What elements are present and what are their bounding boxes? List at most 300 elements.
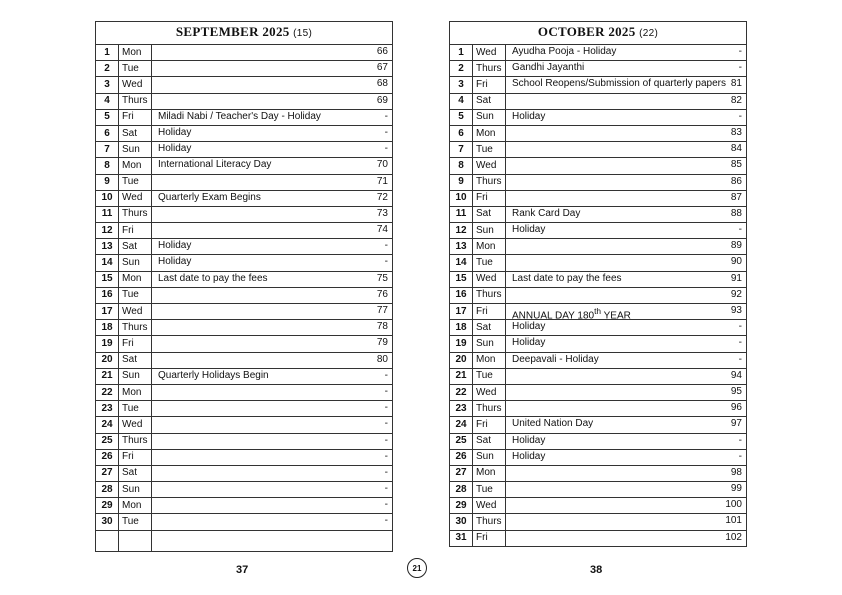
table-row — [96, 320, 393, 336]
weekday: Fri — [473, 417, 506, 433]
working-day-count: 77 — [376, 305, 388, 316]
page-number-left: 37 — [236, 564, 249, 576]
table-row — [450, 109, 747, 125]
event-text — [512, 272, 622, 286]
weekday: Thurs — [473, 514, 506, 530]
event-text — [512, 450, 545, 464]
weekday: Wed — [473, 45, 506, 61]
working-day-count: - — [384, 450, 388, 462]
event-cell — [152, 352, 393, 368]
weekday: Sat — [119, 352, 152, 368]
working-day-count: - — [384, 385, 388, 397]
weekday: Mon — [119, 158, 152, 174]
event-cell — [152, 174, 393, 190]
event-cell — [152, 142, 393, 158]
event-cell — [152, 190, 393, 206]
working-day-count: 73 — [376, 207, 388, 219]
working-day-count: 89 — [730, 240, 742, 252]
weekday: Thurs — [473, 174, 506, 190]
event-cell — [506, 239, 747, 255]
table-row — [450, 530, 747, 546]
table-row — [96, 352, 393, 368]
day-number: 7 — [96, 142, 119, 158]
weekday: Fri — [473, 304, 506, 320]
event-label: Ayudha Pooja - Holiday — [512, 46, 617, 57]
day-number: 24 — [96, 417, 119, 433]
day-number: 14 — [450, 255, 473, 271]
event-cell — [152, 45, 393, 61]
event-cell — [506, 125, 747, 141]
day-number: 29 — [450, 498, 473, 514]
event-cell — [506, 336, 747, 352]
day-number: 15 — [96, 271, 119, 287]
weekday: Tue — [119, 174, 152, 190]
day-number: 4 — [96, 93, 119, 109]
event-cell — [506, 287, 747, 303]
table-row — [450, 320, 747, 336]
event-text — [512, 61, 584, 75]
weekday: Wed — [473, 271, 506, 287]
weekday: Mon — [473, 465, 506, 481]
working-day-count: 95 — [730, 385, 742, 397]
working-day-count: - — [738, 434, 742, 446]
day-number: 4 — [450, 93, 473, 109]
day-number: 28 — [450, 482, 473, 498]
day-number: 19 — [450, 336, 473, 352]
weekday: Thurs — [473, 287, 506, 303]
table-row — [450, 352, 747, 368]
working-day-count: - — [384, 143, 388, 155]
working-day-count: - — [738, 224, 742, 236]
working-day-count: 70 — [376, 159, 388, 171]
day-number: 31 — [450, 530, 473, 546]
table-row — [450, 77, 747, 93]
event-label: Holiday — [158, 143, 192, 155]
event-text — [512, 77, 726, 91]
event-label: Holiday — [512, 450, 546, 462]
event-cell — [506, 61, 747, 77]
event-label: Quarterly Holidays Begin — [158, 369, 269, 381]
weekday: Mon — [473, 125, 506, 141]
weekday: Fri — [119, 109, 152, 125]
table-row — [450, 190, 747, 206]
september-title-cell — [96, 22, 393, 45]
working-day-count: 85 — [730, 159, 742, 171]
event-text — [158, 142, 191, 156]
event-cell — [506, 190, 747, 206]
event-cell — [506, 465, 747, 481]
september-table — [95, 21, 393, 552]
weekday: Mon — [119, 498, 152, 514]
event-cell — [152, 77, 393, 93]
day-number: 10 — [96, 190, 119, 206]
event-cell — [152, 271, 393, 287]
event-label: Holiday — [512, 110, 546, 122]
table-row — [450, 401, 747, 417]
table-row — [96, 125, 393, 141]
working-day-count: 100 — [725, 499, 742, 511]
working-day-count: 86 — [730, 175, 742, 187]
event-label: United Nation Day — [512, 418, 594, 430]
table-row — [450, 368, 747, 384]
event-cell — [506, 109, 747, 125]
day-number: 22 — [96, 384, 119, 400]
day-number: 30 — [450, 514, 473, 530]
event-cell — [506, 77, 747, 93]
working-day-count: - — [738, 337, 742, 349]
working-day-count: 74 — [376, 224, 388, 236]
event-cell — [152, 109, 393, 125]
event-cell — [152, 125, 393, 141]
event-label: Holiday — [512, 337, 546, 349]
empty-row — [96, 530, 393, 551]
event-label: Holiday — [158, 256, 192, 268]
event-text — [512, 223, 545, 237]
day-number: 24 — [450, 417, 473, 433]
event-cell — [152, 465, 393, 481]
event-cell — [506, 255, 747, 271]
weekday: Wed — [473, 384, 506, 400]
table-row — [450, 514, 747, 530]
event-label: ANNUAL DAY 180 — [512, 310, 595, 320]
weekday: Fri — [473, 190, 506, 206]
day-number: 17 — [96, 304, 119, 320]
table-row — [450, 482, 747, 498]
event-label: Last date to pay the fees — [512, 272, 622, 284]
day-number: 18 — [96, 320, 119, 336]
event-cell — [152, 449, 393, 465]
day-number: 16 — [450, 287, 473, 303]
event-text — [512, 336, 545, 350]
working-day-count: 79 — [376, 337, 388, 349]
event-superscript: th — [594, 306, 602, 316]
working-day-count: 83 — [730, 126, 742, 138]
event-cell — [506, 174, 747, 190]
event-cell — [152, 336, 393, 352]
working-day-count: - — [738, 62, 742, 74]
event-cell — [152, 384, 393, 400]
event-text — [512, 434, 545, 448]
table-row — [96, 304, 393, 320]
event-label-suffix: YEAR — [601, 310, 631, 320]
event-label: Quarterly Exam Begins — [158, 191, 261, 203]
working-day-count: 101 — [725, 515, 742, 527]
table-row — [450, 45, 747, 61]
october-count: (22) — [639, 28, 659, 39]
working-day-count: - — [384, 240, 388, 252]
working-day-count: 68 — [376, 78, 388, 90]
event-text — [512, 110, 545, 124]
day-number: 19 — [96, 336, 119, 352]
event-cell — [506, 45, 747, 61]
october-table — [449, 21, 747, 547]
working-day-count: - — [384, 369, 388, 381]
weekday: Sat — [473, 433, 506, 449]
event-label: Holiday — [158, 240, 192, 252]
event-cell — [152, 482, 393, 498]
day-number: 13 — [450, 239, 473, 255]
working-day-count: 102 — [725, 531, 742, 543]
table-row — [96, 158, 393, 174]
day-number: 29 — [96, 498, 119, 514]
working-day-count: 66 — [376, 46, 388, 57]
table-row — [450, 271, 747, 287]
table-row — [450, 336, 747, 352]
day-number: 25 — [450, 433, 473, 449]
working-day-count: 92 — [730, 288, 742, 300]
day-number: 17 — [450, 304, 473, 320]
table-row — [450, 384, 747, 400]
event-text — [158, 369, 269, 383]
table-row — [96, 384, 393, 400]
event-cell — [152, 368, 393, 384]
event-text — [512, 207, 580, 221]
event-text — [512, 304, 631, 320]
table-row — [96, 45, 393, 61]
day-number: 9 — [450, 174, 473, 190]
weekday: Mon — [119, 271, 152, 287]
event-text — [158, 255, 191, 269]
event-cell — [506, 417, 747, 433]
september-title: SEPTEMBER 2025 — [175, 24, 290, 39]
working-day-count: 76 — [376, 288, 388, 300]
table-row — [96, 498, 393, 514]
weekday: Tue — [119, 61, 152, 77]
working-day-count: - — [384, 256, 388, 268]
table-row — [450, 206, 747, 222]
working-day-count: 99 — [730, 483, 742, 495]
event-label: Rank Card Day — [512, 207, 581, 219]
table-row — [96, 401, 393, 417]
weekday: Thurs — [473, 401, 506, 417]
working-day-count: - — [384, 418, 388, 430]
working-day-count: 69 — [376, 94, 388, 106]
weekday: Tue — [473, 255, 506, 271]
event-cell — [506, 482, 747, 498]
day-number: 12 — [450, 223, 473, 239]
event-cell — [506, 401, 747, 417]
weekday: Sun — [473, 336, 506, 352]
day-number: 5 — [96, 109, 119, 125]
working-day-count: 93 — [730, 305, 742, 316]
working-day-count: - — [738, 321, 742, 333]
table-row — [450, 158, 747, 174]
day-number: 20 — [96, 352, 119, 368]
event-cell — [152, 61, 393, 77]
page-number-right: 38 — [590, 564, 603, 576]
day-number: 27 — [96, 465, 119, 481]
event-cell — [152, 401, 393, 417]
event-text — [512, 45, 616, 59]
weekday: Mon — [473, 352, 506, 368]
working-day-count: 72 — [376, 191, 388, 203]
table-row — [96, 174, 393, 190]
table-row — [96, 77, 393, 93]
september-header-row — [96, 22, 393, 45]
working-day-count: - — [738, 46, 742, 57]
table-row — [96, 433, 393, 449]
working-day-count: - — [384, 483, 388, 495]
weekday: Tue — [119, 514, 152, 530]
weekday: Wed — [119, 190, 152, 206]
day-number: 1 — [450, 45, 473, 61]
weekday: Tue — [473, 142, 506, 158]
event-cell — [152, 93, 393, 109]
october-title-cell — [450, 22, 747, 45]
event-cell — [152, 158, 393, 174]
table-row — [96, 287, 393, 303]
event-cell — [506, 142, 747, 158]
working-day-count: - — [384, 126, 388, 138]
day-number: 8 — [96, 158, 119, 174]
october-header-row — [450, 22, 747, 45]
day-number: 5 — [450, 109, 473, 125]
table-row — [96, 465, 393, 481]
empty-cell — [152, 530, 393, 551]
weekday: Mon — [119, 45, 152, 61]
event-text — [512, 417, 593, 431]
weekday: Fri — [119, 336, 152, 352]
event-cell — [506, 206, 747, 222]
weekday: Tue — [473, 368, 506, 384]
day-number: 7 — [450, 142, 473, 158]
empty-cell — [119, 530, 152, 551]
weekday: Sat — [473, 93, 506, 109]
table-row — [450, 174, 747, 190]
table-row — [96, 417, 393, 433]
weekday: Thurs — [119, 93, 152, 109]
event-label: Holiday — [512, 434, 546, 446]
table-row — [450, 93, 747, 109]
day-number: 3 — [450, 77, 473, 93]
weekday: Sat — [119, 125, 152, 141]
table-row — [450, 142, 747, 158]
working-day-count: 94 — [730, 369, 742, 381]
table-row — [96, 61, 393, 77]
day-number: 8 — [450, 158, 473, 174]
weekday: Wed — [119, 77, 152, 93]
working-day-count: 96 — [730, 402, 742, 414]
working-day-count: 67 — [376, 62, 388, 74]
working-day-count: 91 — [730, 272, 742, 284]
event-label: Holiday — [158, 126, 192, 138]
event-label: Miladi Nabi / Teacher's Day - Holiday — [158, 110, 321, 122]
day-number: 26 — [96, 449, 119, 465]
working-day-count: 97 — [730, 418, 742, 430]
working-day-count: 75 — [376, 272, 388, 284]
working-day-count: - — [384, 515, 388, 527]
table-row — [450, 223, 747, 239]
event-cell — [152, 255, 393, 271]
event-cell — [152, 498, 393, 514]
working-day-count: 90 — [730, 256, 742, 268]
weekday: Thurs — [473, 61, 506, 77]
event-text — [512, 353, 599, 367]
weekday: Fri — [119, 449, 152, 465]
day-number: 28 — [96, 482, 119, 498]
working-day-count: - — [384, 466, 388, 478]
day-number: 23 — [450, 401, 473, 417]
weekday: Sun — [119, 255, 152, 271]
table-row — [450, 304, 747, 320]
event-cell — [152, 223, 393, 239]
event-cell — [152, 304, 393, 320]
weekday: Fri — [119, 223, 152, 239]
table-row — [96, 190, 393, 206]
weekday: Sun — [473, 223, 506, 239]
event-cell — [152, 206, 393, 222]
working-day-count: 78 — [376, 321, 388, 333]
event-cell — [506, 93, 747, 109]
working-day-count: - — [738, 110, 742, 122]
weekday: Mon — [473, 239, 506, 255]
weekday: Tue — [119, 401, 152, 417]
working-day-count: 80 — [376, 353, 388, 365]
october-title: OCTOBER 2025 — [537, 24, 636, 39]
day-number: 6 — [450, 125, 473, 141]
table-row — [96, 93, 393, 109]
table-row — [96, 223, 393, 239]
event-cell — [152, 417, 393, 433]
event-cell — [506, 530, 747, 546]
weekday: Wed — [473, 498, 506, 514]
table-row — [96, 255, 393, 271]
weekday: Sun — [119, 142, 152, 158]
weekday: Sat — [473, 320, 506, 336]
table-row — [96, 239, 393, 255]
day-number: 21 — [450, 368, 473, 384]
october-rows — [450, 45, 747, 547]
table-row — [96, 449, 393, 465]
table-row — [96, 368, 393, 384]
event-cell — [506, 320, 747, 336]
day-number: 23 — [96, 401, 119, 417]
event-text — [158, 191, 261, 205]
weekday: Mon — [119, 384, 152, 400]
event-cell — [506, 352, 747, 368]
weekday: Sun — [119, 482, 152, 498]
weekday: Sun — [473, 449, 506, 465]
event-cell — [506, 384, 747, 400]
event-label: Holiday — [512, 224, 546, 236]
event-cell — [152, 433, 393, 449]
day-number: 11 — [96, 206, 119, 222]
event-cell — [506, 433, 747, 449]
event-cell — [506, 514, 747, 530]
day-number: 2 — [450, 61, 473, 77]
september-rows — [96, 45, 393, 552]
empty-cell — [96, 530, 119, 551]
working-day-count: - — [384, 110, 388, 122]
day-number: 21 — [96, 368, 119, 384]
weekday: Wed — [473, 158, 506, 174]
weekday: Thurs — [119, 206, 152, 222]
working-day-count: - — [384, 499, 388, 511]
weekday: Tue — [119, 287, 152, 303]
event-cell — [506, 271, 747, 287]
event-cell — [152, 514, 393, 530]
table-row — [96, 142, 393, 158]
weekday: Wed — [119, 304, 152, 320]
day-number: 26 — [450, 449, 473, 465]
working-day-count: 87 — [730, 191, 742, 203]
day-number: 3 — [96, 77, 119, 93]
day-number: 15 — [450, 271, 473, 287]
weekday: Sat — [473, 206, 506, 222]
table-row — [450, 433, 747, 449]
table-row — [450, 125, 747, 141]
working-day-count: - — [738, 450, 742, 462]
